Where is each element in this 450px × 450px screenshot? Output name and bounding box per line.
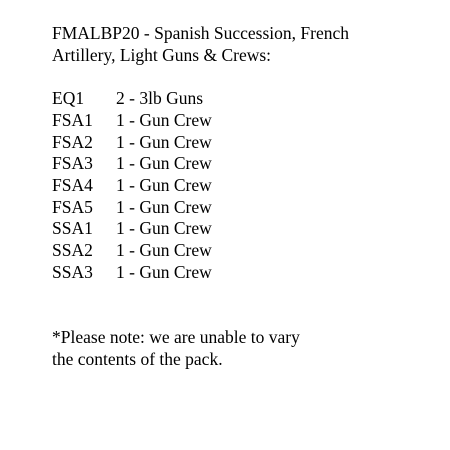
- list-item: [52, 240, 442, 262]
- item-description: 1 - Gun Crew: [116, 153, 212, 174]
- list-item: [52, 262, 442, 284]
- item-description: 1 - Gun Crew: [116, 131, 212, 152]
- list-item: [52, 88, 442, 110]
- pack-title-line: FMALBP20 - Spanish Succession, French: [52, 23, 350, 43]
- pack-document: [52, 23, 442, 370]
- item-description: 1 - Gun Crew: [116, 196, 212, 217]
- item-description: 1 - Gun Crew: [116, 240, 212, 261]
- pack-title-line: Artillery, Light Guns & Crews:: [52, 44, 272, 65]
- list-item: [52, 197, 442, 219]
- note-line: *Please note: we are unable to vary: [52, 326, 300, 347]
- item-code: FSA4: [52, 174, 93, 195]
- item-code: FSA5: [52, 196, 93, 217]
- list-item: [52, 110, 442, 132]
- item-description: 1 - Gun Crew: [116, 261, 212, 282]
- list-item: [52, 132, 442, 154]
- pack-note: [52, 327, 442, 370]
- pack-title: [52, 23, 442, 66]
- list-item: [52, 153, 442, 175]
- item-description: 1 - Gun Crew: [116, 218, 212, 239]
- list-item: [52, 175, 442, 197]
- item-code: FSA1: [52, 109, 93, 130]
- item-description: 2 - 3lb Guns: [116, 88, 204, 109]
- item-description: 1 - Gun Crew: [116, 109, 212, 130]
- pack-contents-list: [52, 88, 442, 283]
- item-code: SSA3: [52, 261, 93, 282]
- item-code: FSA2: [52, 131, 93, 152]
- item-code: EQ1: [52, 88, 85, 109]
- note-line: the contents of the pack.: [52, 348, 223, 369]
- item-code: SSA2: [52, 240, 93, 261]
- list-item: [52, 218, 442, 240]
- item-code: SSA1: [52, 218, 93, 239]
- item-description: 1 - Gun Crew: [116, 174, 212, 195]
- item-code: FSA3: [52, 153, 93, 174]
